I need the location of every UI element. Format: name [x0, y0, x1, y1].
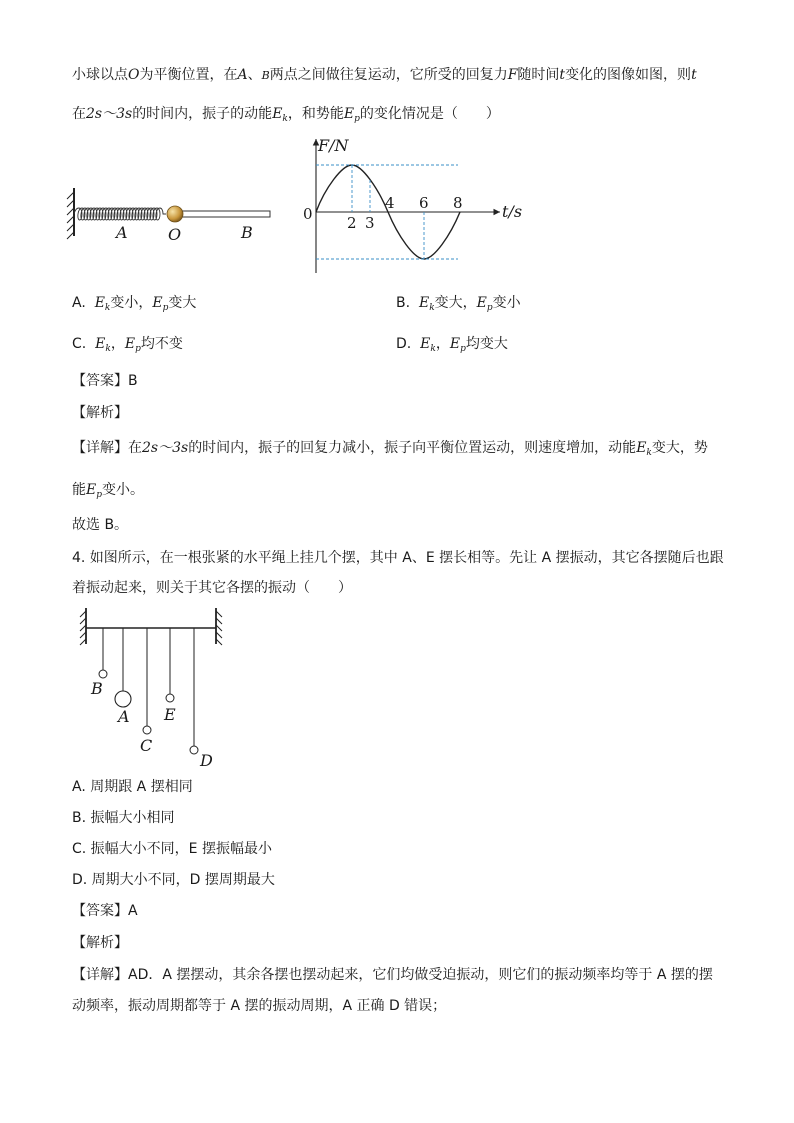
pendulums-figure — [72, 606, 232, 770]
q4-option-d: D. 周期大小不同，D 摆周期最大 — [72, 872, 275, 888]
q3-stem-line1 — [72, 64, 697, 84]
spring-oscillator-figure — [64, 180, 284, 250]
text: 均不变 — [140, 336, 183, 352]
spring — [74, 208, 166, 220]
var-Ep: E — [152, 295, 163, 311]
subscript: p — [162, 303, 169, 313]
time-range: 2s～3s — [86, 106, 133, 122]
text: 变大，势 — [651, 440, 708, 456]
time-range: 2s～3s — [142, 440, 189, 456]
force-time-graph — [298, 133, 528, 278]
text: 两点之间做往复运动，它所受的回复力 — [269, 67, 508, 83]
tick-label: 2 — [347, 214, 357, 232]
text: 的变化情况是（ ） — [359, 106, 500, 122]
subscript: p — [135, 344, 141, 354]
var-A: A — [237, 67, 248, 83]
text: 变大 — [168, 295, 197, 311]
q3-analysis-heading: 【解析】 — [72, 405, 128, 421]
q3-answer: 【答案】B — [72, 373, 138, 389]
q3-detail-line1 — [72, 437, 708, 458]
var-Ek: E — [94, 295, 105, 311]
text: 变化的图像如图，则 — [565, 67, 692, 83]
detail-tag: 【详解】 — [72, 440, 128, 456]
pendulum-e-bob — [166, 694, 174, 702]
ball — [167, 206, 183, 222]
var-O: O — [128, 67, 140, 83]
text: 均变大 — [465, 336, 508, 352]
wall-hatch — [67, 192, 74, 239]
q4-analysis-heading: 【解析】 — [72, 935, 128, 951]
pendulum-c-bob — [143, 726, 151, 734]
var-Ek: E — [420, 336, 431, 352]
pendulum-b-bob — [99, 670, 107, 678]
text: 在 — [128, 440, 142, 456]
subscript: p — [96, 490, 102, 500]
subscript: k — [282, 114, 288, 124]
var-Ep: E — [449, 336, 461, 352]
text: 的时间内，振子的回复力减小，振子向平衡位置运动，则速度增加，动能 — [188, 440, 637, 456]
q4-stem-line1: 4. 如图所示，在一根张紧的水平绳上挂几个摆，其中 A、E 摆长相等。先让 A 摆振动，其它各摆随后也跟 — [72, 550, 724, 566]
subscript: p — [460, 344, 466, 354]
q3-option-a — [72, 292, 196, 313]
text: 的时间内，振子的动能 — [132, 106, 273, 122]
var-Ep: E — [86, 482, 97, 498]
var-Ep: E — [343, 106, 355, 122]
text: ， — [435, 336, 450, 352]
pendulum-a-bob — [115, 691, 131, 707]
var-Ek: E — [418, 295, 430, 311]
text: 随时间 — [517, 67, 560, 83]
text: ， — [110, 336, 125, 352]
pendulum-d-bob — [190, 746, 198, 754]
option-letter: B. — [396, 295, 411, 311]
y-axis-label: F/N — [318, 136, 349, 155]
q4-answer: 【答案】A — [72, 903, 138, 919]
text: 变小， — [110, 295, 153, 311]
q3-conclusion: 故选 B。 — [72, 517, 129, 533]
var-Ep: E — [124, 336, 136, 352]
rod — [174, 211, 270, 217]
q4-option-a: A. 周期跟 A 摆相同 — [72, 779, 193, 795]
label-B: B — [241, 223, 253, 242]
text: 变小。 — [102, 482, 144, 498]
q3-option-c — [72, 333, 183, 354]
subscript: k — [105, 344, 111, 354]
text: 变大， — [434, 295, 477, 311]
label-B: B — [91, 679, 103, 698]
q4-option-c: C. 振幅大小不同，E 摆振幅最小 — [72, 841, 272, 857]
text: 变小 — [492, 295, 521, 311]
text: 在 — [72, 106, 86, 122]
label-D: D — [200, 751, 213, 770]
text: 小球以点 — [72, 67, 128, 83]
label-O: O — [168, 225, 182, 244]
option-letter: A. — [72, 295, 86, 311]
subscript: p — [486, 303, 493, 313]
tick-label: 6 — [419, 194, 429, 212]
right-support-hatch — [216, 608, 222, 645]
var-Ep: E — [476, 295, 487, 311]
q3-option-d — [396, 333, 508, 354]
q3-detail-line2 — [72, 479, 144, 500]
q3-option-b — [396, 292, 521, 313]
left-support-hatch — [80, 608, 86, 645]
var-t: t — [559, 67, 566, 83]
text: ，和势能 — [287, 106, 344, 122]
var-B: B — [261, 69, 270, 82]
label-A: A — [116, 223, 128, 242]
var-Ek: E — [95, 336, 106, 352]
q4-option-b: B. 振幅大小相同 — [72, 810, 175, 826]
tick-label: 4 — [385, 194, 395, 212]
subscript: k — [429, 303, 435, 313]
q4-detail-line1: 【详解】AD．A 摆摆动，其余各摆也摆动起来，它们均做受迫振动，则它们的振动频率均等于 A 摆的摆 — [72, 967, 713, 983]
q4-detail-line2: 动频率，振动周期都等于 A 摆的振动周期，A 正确 D 错误； — [72, 998, 447, 1014]
x-axis-label: t/s — [502, 202, 523, 221]
label-A: A — [118, 707, 130, 726]
text: 、 — [247, 67, 262, 83]
tick-label: 3 — [365, 214, 375, 232]
subscript: k — [430, 344, 436, 354]
label-E: E — [164, 705, 176, 724]
label-C: C — [140, 736, 153, 755]
var-Ek: E — [272, 106, 283, 122]
var-t: t — [691, 67, 697, 83]
var-F: F — [507, 67, 518, 83]
q4-stem-line2: 着振动起来，则关于其它各摆的振动（ ） — [72, 580, 352, 596]
subscript: k — [646, 448, 652, 458]
subscript: k — [104, 303, 111, 313]
text: 为平衡位置，在 — [139, 67, 238, 83]
tick-label: 8 — [453, 194, 463, 212]
subscript: p — [354, 114, 360, 124]
q3-stem-line2 — [72, 103, 500, 124]
option-letter: D. — [396, 336, 412, 352]
var-Ek: E — [636, 440, 647, 456]
option-letter: C. — [72, 336, 87, 352]
text: 能 — [72, 482, 86, 498]
origin-label: 0 — [303, 205, 313, 223]
